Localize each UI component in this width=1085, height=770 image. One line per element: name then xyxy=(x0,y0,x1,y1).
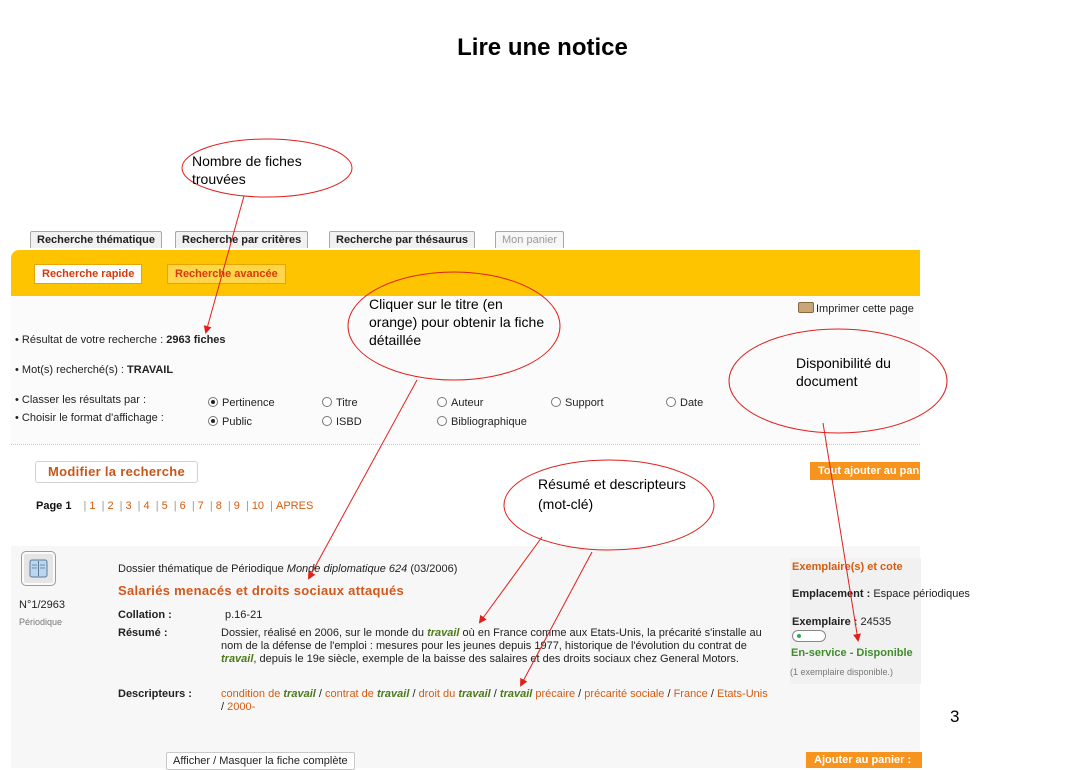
tab-recherche-criteres[interactable]: Recherche par critères xyxy=(175,231,308,248)
subtab-recherche-avancee[interactable]: Recherche avancée xyxy=(167,264,286,284)
location-line: Emplacement : Espace périodiques xyxy=(792,588,970,600)
page-link-10[interactable]: 10 xyxy=(251,500,265,512)
copy-line: Exemplaire : 24535 xyxy=(792,616,892,628)
descriptors-list: condition de travail / contrat de travail / droit du travail / travail précaire / précarité sociale / France / Etats-Unis / 2000- xyxy=(221,688,768,713)
sort-radio-support[interactable]: Support xyxy=(551,397,604,409)
page-link-1[interactable]: 1 xyxy=(89,500,96,512)
subtab-recherche-rapide[interactable]: Recherche rapide xyxy=(34,264,142,284)
record-number: N°1/2963 xyxy=(19,599,65,611)
format-radio-bibliographique[interactable]: Bibliographique xyxy=(437,416,527,428)
page-link-2[interactable]: 2 xyxy=(107,500,114,512)
tab-mon-panier[interactable]: Mon panier xyxy=(495,231,564,248)
keyword-value: TRAVAIL xyxy=(127,364,174,376)
descriptor-link[interactable]: droit du travail xyxy=(418,688,491,700)
sort-radio-date[interactable]: Date xyxy=(666,397,703,409)
keyword-line: • Mot(s) recherché(s) : TRAVAIL xyxy=(15,364,174,376)
page-link-3[interactable]: 3 xyxy=(125,500,132,512)
page-link-5[interactable]: 5 xyxy=(161,500,168,512)
arrow-summary-1 xyxy=(480,537,542,622)
slide-title: Lire une notice xyxy=(457,34,628,61)
arrow-title xyxy=(309,380,417,578)
availability-status: En-service - Disponible xyxy=(791,647,913,659)
record-type: Périodique xyxy=(19,617,63,627)
collation-value: p.16-21 xyxy=(225,609,263,621)
format-label: • Choisir le format d'affichage : xyxy=(15,412,164,424)
callout-availability: Disponibilité du document xyxy=(796,355,891,389)
page-link-6[interactable]: 6 xyxy=(179,500,186,512)
keyword-highlight: travail xyxy=(427,627,460,639)
collation-label: Collation : xyxy=(118,609,172,621)
current-page-label: Page 1 xyxy=(36,500,72,512)
descriptors-label: Descripteurs : xyxy=(118,688,192,700)
availability-count: (1 exemplaire disponible.) xyxy=(790,667,894,677)
callout-summary: Résumé et descripteurs (mot-clé) xyxy=(538,476,686,512)
descriptor-link[interactable]: contrat de travail xyxy=(324,688,410,700)
arrow-availability xyxy=(823,423,858,640)
result-count-line: • Résultat de votre recherche : 2963 fiches xyxy=(15,334,226,346)
tab-recherche-thematique[interactable]: Recherche thématique xyxy=(30,231,162,248)
callout-count: Nombre de fiches trouvées xyxy=(192,153,302,187)
descriptor-link[interactable]: condition de travail xyxy=(221,688,316,700)
result-count: 2963 fiches xyxy=(166,334,226,346)
descriptor-link[interactable]: France xyxy=(673,688,708,700)
summary-label: Résumé : xyxy=(118,627,168,639)
copies-title: Exemplaire(s) et cote xyxy=(792,561,903,573)
descriptor-link[interactable]: 2000- xyxy=(227,701,256,713)
record-title-link[interactable]: Salariés menacés et droits sociaux attaqués xyxy=(118,583,405,598)
print-link[interactable]: Imprimer cette page xyxy=(798,302,914,315)
sort-radio-pertinence[interactable]: Pertinence xyxy=(208,397,275,409)
arrow-summary-2 xyxy=(521,552,592,685)
record-source: Dossier thématique de Périodique Monde diplomatique 624 (03/2006) xyxy=(118,563,458,575)
callout-title-click: Cliquer sur le titre (en orange) pour obtenir la fiche détaillée xyxy=(369,296,545,348)
descriptor-link[interactable]: précarité sociale xyxy=(584,688,665,700)
pagination: Page 1 | 1 | 2 | 3 | 4 | 5 | 6 | 7 | 8 | 9 | 10 | APRES xyxy=(36,500,314,512)
sort-radio-titre[interactable]: Titre xyxy=(322,397,358,409)
arrow-count xyxy=(206,196,244,332)
tab-recherche-thesaurus[interactable]: Recherche par thésaurus xyxy=(329,231,475,248)
next-page-link[interactable]: APRES xyxy=(275,500,314,512)
toggle-full-record-button[interactable]: Afficher / Masquer la fiche complète xyxy=(166,752,355,770)
format-radio-isbd[interactable]: ISBD xyxy=(322,416,362,428)
keyword-highlight: travail xyxy=(221,653,254,665)
descriptor-link[interactable]: Etats-Unis xyxy=(716,688,768,700)
page-link-9[interactable]: 9 xyxy=(233,500,240,512)
add-to-cart-button[interactable]: Ajouter au panier : xyxy=(806,752,922,768)
sort-radio-auteur[interactable]: Auteur xyxy=(437,397,483,409)
format-radio-public[interactable]: Public xyxy=(208,416,252,428)
page-link-8[interactable]: 8 xyxy=(215,500,222,512)
add-all-to-cart-button[interactable]: Tout ajouter au panier xyxy=(810,462,920,480)
page-link-4[interactable]: 4 xyxy=(143,500,150,512)
source-title: Monde diplomatique 624 xyxy=(286,563,408,575)
sort-label: • Classer les résultats par : xyxy=(15,394,147,406)
modify-search-button[interactable]: Modifier la recherche xyxy=(35,461,198,483)
summary-text: Dossier, réalisé en 2006, sur le monde du travail où en France comme aux Etats-Unis, la précarité s'installe au nom de la défense de l'emploi : mesures pour les jeunes depuis 1977, historique de l'évolution du contrat de travail, depuis le 19e siècle, exemple de la baisse des salaires et des droits sociaux chez General Motors. xyxy=(221,627,762,665)
page-link-7[interactable]: 7 xyxy=(197,500,204,512)
descriptor-link[interactable]: travail précaire xyxy=(499,688,576,700)
slide-page-number: 3 xyxy=(950,707,960,726)
